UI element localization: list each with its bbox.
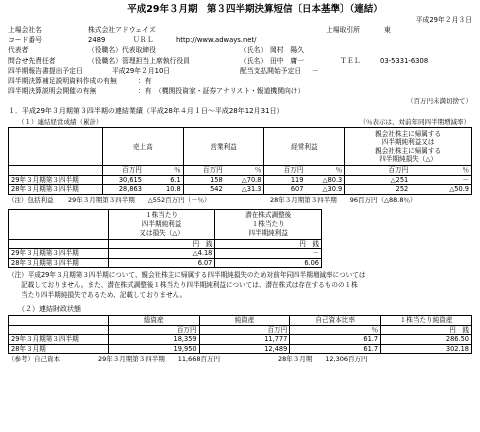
document-title: 平成29年３月期 第３四半期決算短信〔日本基準〕（連結） [127, 4, 383, 15]
comprehensive-income-note: （注）包括利益 29年３月期第３四半期 △552百万円（－％） 28年３月期第３四半期 96百万円（△88.8％） [8, 195, 417, 204]
contact-row [8, 57, 472, 67]
financial-header-row [9, 316, 472, 326]
col-bps: １株当たり純資産 [381, 316, 472, 326]
contact-name: 田中 庸一 [270, 56, 304, 65]
supplement-row [8, 77, 472, 87]
eps-header-row [9, 209, 322, 239]
results-unit-row: 百万円 ％ 百万円 ％ 百万円 ％ 百万円 ％ [9, 166, 472, 176]
financial-position-table [8, 315, 472, 354]
rep-name-label: （氏名） [240, 46, 268, 55]
url-value[interactable]: http://www.adways.net/ [176, 36, 257, 45]
tel-value: 03-5331-6308 [380, 56, 429, 65]
col-net-income: 親会社株主に帰属する 四半期純利益又は 親会社株主に帰属する 四半期純損失（△） [345, 128, 472, 166]
equity-reference-note: （参考）自己資本 29年３月期第３四半期 11,668百万円 28年３月期 12,306百万円 [8, 355, 368, 364]
filing-value: 平成29年２月10日 [112, 66, 171, 75]
results-subtitle: （１）連結経営成績（累計） [18, 118, 103, 127]
contact-name-label: （氏名） [240, 56, 268, 65]
company-name: 株式会社アドウェイズ [88, 26, 156, 34]
tel-label: ＴＥＬ [340, 56, 361, 65]
company-row [8, 26, 472, 36]
col-total-assets: 総資産 [108, 316, 199, 326]
briefing-row [8, 87, 472, 97]
contact-role: （役職名）管理担当上席執行役員 [88, 56, 190, 65]
unit-note: （百万円未満切捨て） [407, 97, 472, 106]
dividend-value: － [312, 66, 319, 75]
supplement-label: 四半期決算補足説明資料作成の有無 [8, 76, 117, 85]
eps-unit-row: 円 銭 円 銭 [9, 239, 322, 249]
col-ordinary-income: 経常利益 [264, 128, 345, 166]
code-label: コード番号 [8, 36, 42, 45]
table-row: 28年３月期第３四半期 28,863 10.8 542 △31.3 607 △30.9 252 △50.9 [9, 185, 472, 195]
briefing-value: ：有 （機関投資家・証券アナリスト・報道機関向け） [138, 87, 305, 96]
exchange-label: 上場取引所 [326, 26, 360, 34]
financial-subtitle: （２）連結財政状態 [18, 305, 81, 314]
rep-role: （役職名）代表取締役 [88, 46, 156, 55]
dividend-label: 配当支払開始予定日 [240, 66, 302, 75]
report-date: 平成29年２月３日 [415, 16, 472, 24]
col-sales: 売上高 [102, 128, 183, 166]
rep-label: 代表者 [8, 46, 29, 55]
financial-unit-row: 百万円 百万円 ％ 円 銭 [9, 325, 472, 335]
results-header-row [9, 128, 472, 166]
section1-title: １．平成29年３月期第３四半期の連結業績（平成28年４月１日～平成28年12月31日） [8, 107, 284, 116]
table-row: 28年３月期 19,950 12,489 61.7 302.18 [9, 344, 472, 354]
listed-company-label: 上場会社名 [8, 26, 42, 34]
code-row [8, 36, 472, 46]
url-label: ＵＲＬ [133, 36, 154, 45]
col-net-assets: 純資産 [199, 316, 290, 326]
eps-footnote: （注）平成29年３月期第３四半期について、親会社株主に帰属する四半期純損失のため対前年同四半期増減率については 記載しておりません。また、潜在株式調整後１株当たり四半期純利益については、潜在株式は存在するものの１株 当たり四半期純損失であるため、記載しておりません。 [8, 271, 366, 300]
col-equity-ratio: 自己資本比率 [290, 316, 381, 326]
representative-row [8, 46, 472, 56]
table-row: 29年３月期第３四半期 △4.18 － [9, 249, 322, 259]
briefing-label: 四半期決算説明会開催の有無 [8, 87, 97, 96]
code-value: 2489 [88, 36, 106, 45]
col-operating-income: 営業利益 [183, 128, 264, 166]
supplement-value: ：有 [138, 76, 152, 85]
col-eps: １株当たり 四半期純利益 又は損失（△） [108, 209, 215, 239]
operating-results-table [8, 127, 472, 195]
exchange-value: 東 [384, 26, 391, 34]
filing-row [8, 67, 472, 77]
table-row: 28年３月期第３四半期 6.07 6.06 [9, 258, 322, 268]
col-diluted-eps: 潜在株式調整後 １株当たり 四半期純利益 [215, 209, 322, 239]
eps-table [8, 209, 322, 269]
change-note: （％表示は、対前年同四半期増減率） [359, 118, 470, 127]
results-subtitle-row [8, 117, 472, 127]
rep-name: 岡村 陽久 [270, 46, 304, 55]
contact-label: 問合せ先責任者 [8, 56, 56, 65]
table-row: 29年３月期第３四半期 18,359 11,777 61.7 286.50 [9, 335, 472, 345]
filing-label: 四半期報告書提出予定日 [8, 66, 83, 75]
table-row: 29年３月期第３四半期 30,615 6.1 158 △70.8 119 △80.3 △251 － [9, 175, 472, 185]
